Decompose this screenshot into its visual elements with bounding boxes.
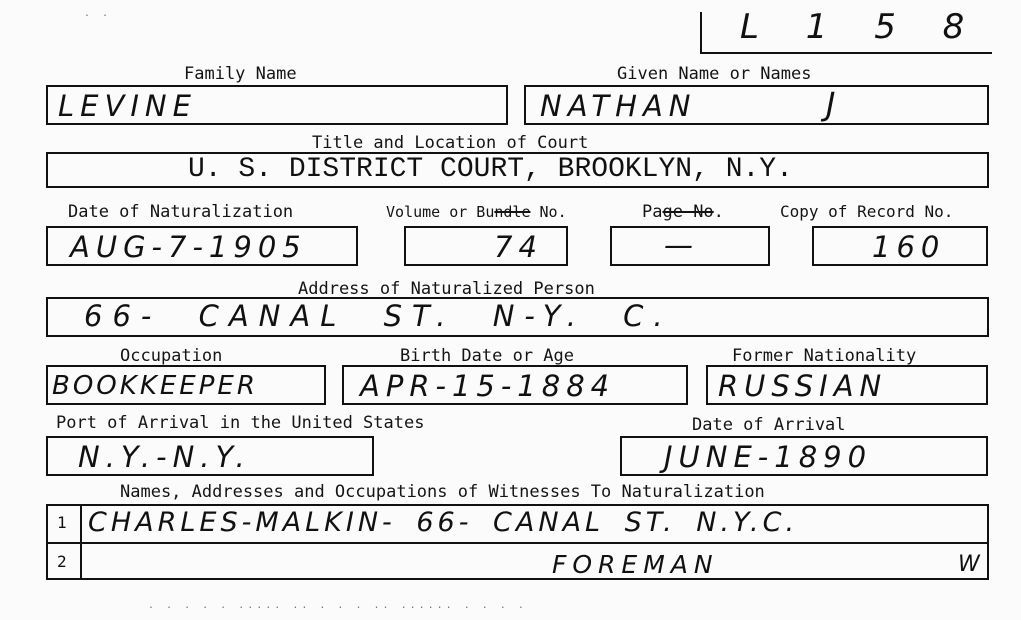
witnesses-label: Names, Addresses and Occupations of Witnesses To Naturalization	[120, 482, 765, 502]
date-arrival-value: JUNE-1890	[664, 440, 873, 474]
page-label	[642, 202, 724, 222]
page-label-post: .	[713, 202, 724, 222]
corner-number: L 1 5 8	[740, 7, 983, 47]
port-arrival-label: Port of Arrival in the United States	[56, 413, 425, 433]
volume-label-post: No.	[530, 203, 567, 221]
witness-2-number: 2	[57, 552, 67, 571]
family-name-label: Family Name	[184, 64, 297, 84]
occupation-value: BOOKKEEPER	[52, 371, 258, 401]
witness-2-text: FOREMAN	[552, 550, 719, 579]
page-label-pre: Pa	[642, 202, 663, 222]
scan-noise-bottom: . . . . . ..... .. . . . .. ...... . . . .	[148, 600, 527, 611]
address-label: Address of Naturalized Person	[298, 279, 595, 299]
birth-date-value: APR-15-1884	[360, 369, 616, 403]
port-arrival-value: N.Y.-N.Y.	[78, 440, 251, 474]
given-name-initial: J	[826, 85, 842, 123]
page-value: —	[664, 228, 699, 262]
former-nationality-label: Former Nationality	[732, 346, 917, 366]
date-naturalization-label: Date of Naturalization	[68, 202, 294, 222]
volume-label-pre: Volume or Bu	[386, 203, 495, 221]
former-nationality-value: RUSSIAN	[718, 369, 888, 403]
copy-record-value: 160	[872, 230, 946, 264]
volume-label	[386, 202, 567, 222]
volume-label-struck: ndle	[494, 203, 531, 221]
witnesses-number-divider	[80, 504, 82, 580]
witness-1-number: 1	[57, 513, 67, 532]
occupation-label: Occupation	[120, 346, 223, 366]
address-value: 66- CANAL ST. N-Y. C.	[84, 299, 673, 333]
scan-noise-top: . .	[84, 8, 112, 19]
given-name-label: Given Name or Names	[617, 64, 812, 84]
volume-box	[404, 226, 568, 266]
witnesses-row-divider	[46, 542, 989, 544]
date-naturalization-value: AUG-7-1905	[70, 230, 307, 264]
birth-date-label: Birth Date or Age	[400, 346, 574, 366]
date-arrival-label: Date of Arrival	[692, 415, 846, 435]
witness-mark: W	[958, 552, 980, 577]
page-label-struck: ge No	[662, 202, 714, 222]
court-value: U. S. DISTRICT COURT, BROOKLYN, N.Y.	[188, 154, 793, 185]
volume-value: 74	[494, 230, 543, 264]
given-name-value: NATHAN	[540, 89, 697, 123]
witness-1-text: CHARLES-MALKIN- 66- CANAL ST. N.Y.C.	[88, 507, 799, 538]
family-name-value: LEVINE	[58, 89, 197, 123]
copy-record-label: Copy of Record No.	[780, 202, 954, 221]
court-label: Title and Location of Court	[312, 133, 589, 153]
